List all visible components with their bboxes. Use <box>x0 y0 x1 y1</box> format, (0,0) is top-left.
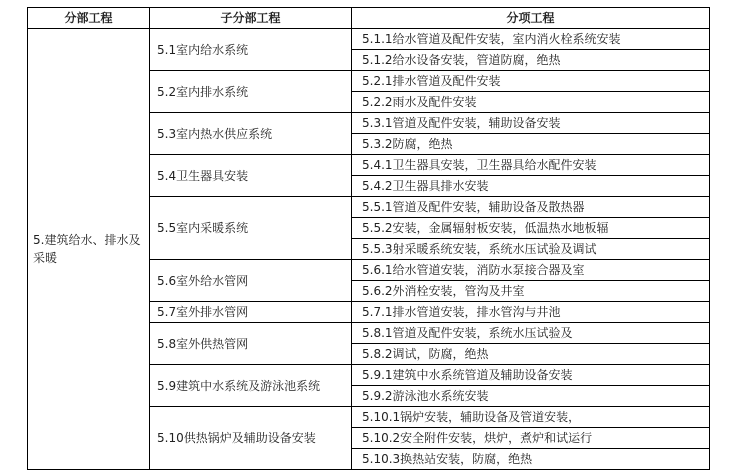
item-cell: 5.5.2安装，金属辐射板安装，低温热水地板辐 <box>352 218 710 239</box>
item-cell: 5.9.2游泳池水系统安装 <box>352 386 710 407</box>
item-cell: 5.3.2防腐，绝热 <box>352 134 710 155</box>
header-sub-division: 子分部工程 <box>150 8 352 29</box>
header-row <box>28 8 710 29</box>
item-cell: 5.8.1管道及配件安装，系统水压试验及 <box>352 323 710 344</box>
sub-division-cell: 5.1室内给水系统 <box>150 29 352 71</box>
item-cell: 5.3.1管道及配件安装，辅助设备安装 <box>352 113 710 134</box>
main-division-cell: 5.建筑给水、排水及采暖 <box>28 29 150 470</box>
item-cell: 5.1.2给水设备安装，管道防腐，绝热 <box>352 50 710 71</box>
sub-division-cell: 5.9建筑中水系统及游泳池系统 <box>150 365 352 407</box>
item-cell: 5.2.2雨水及配件安装 <box>352 92 710 113</box>
item-cell: 5.6.2外消栓安装，管沟及井室 <box>352 281 710 302</box>
sub-division-cell: 5.2室内排水系统 <box>150 71 352 113</box>
sub-division-cell: 5.3室内热水供应系统 <box>150 113 352 155</box>
sub-division-cell: 5.8室外供热管网 <box>150 323 352 365</box>
item-cell: 5.10.2安全附件安装，烘炉，煮炉和试运行 <box>352 428 710 449</box>
sub-division-cell: 5.10供热锅炉及辅助设备安装 <box>150 407 352 470</box>
item-cell: 5.4.1卫生器具安装，卫生器具给水配件安装 <box>352 155 710 176</box>
header-division: 分部工程 <box>28 8 150 29</box>
sub-division-cell: 5.4卫生器具安装 <box>150 155 352 197</box>
table-row <box>28 29 710 50</box>
item-cell: 5.9.1建筑中水系统管道及辅助设备安装 <box>352 365 710 386</box>
item-cell: 5.8.2调试，防腐，绝热 <box>352 344 710 365</box>
sub-division-cell: 5.5室内采暖系统 <box>150 197 352 260</box>
item-cell: 5.10.3换热站安装，防腐，绝热 <box>352 449 710 470</box>
item-cell: 5.4.2卫生器具排水安装 <box>352 176 710 197</box>
item-cell: 5.5.1管道及配件安装，辅助设备及散热器 <box>352 197 710 218</box>
item-cell: 5.6.1给水管道安装，消防水泵接合器及室 <box>352 260 710 281</box>
item-cell: 5.1.1给水管道及配件安装，室内消火栓系统安装 <box>352 29 710 50</box>
engineering-division-table <box>27 7 710 470</box>
item-cell: 5.2.1排水管道及配件安装 <box>352 71 710 92</box>
item-cell: 5.10.1锅炉安装，辅助设备及管道安装， <box>352 407 710 428</box>
sub-division-cell: 5.6室外给水管网 <box>150 260 352 302</box>
item-cell: 5.5.3射采暖系统安装，系统水压试验及调试 <box>352 239 710 260</box>
sub-division-cell: 5.7室外排水管网 <box>150 302 352 323</box>
item-cell: 5.7.1排水管道安装，排水管沟与井池 <box>352 302 710 323</box>
header-item: 分项工程 <box>352 8 710 29</box>
